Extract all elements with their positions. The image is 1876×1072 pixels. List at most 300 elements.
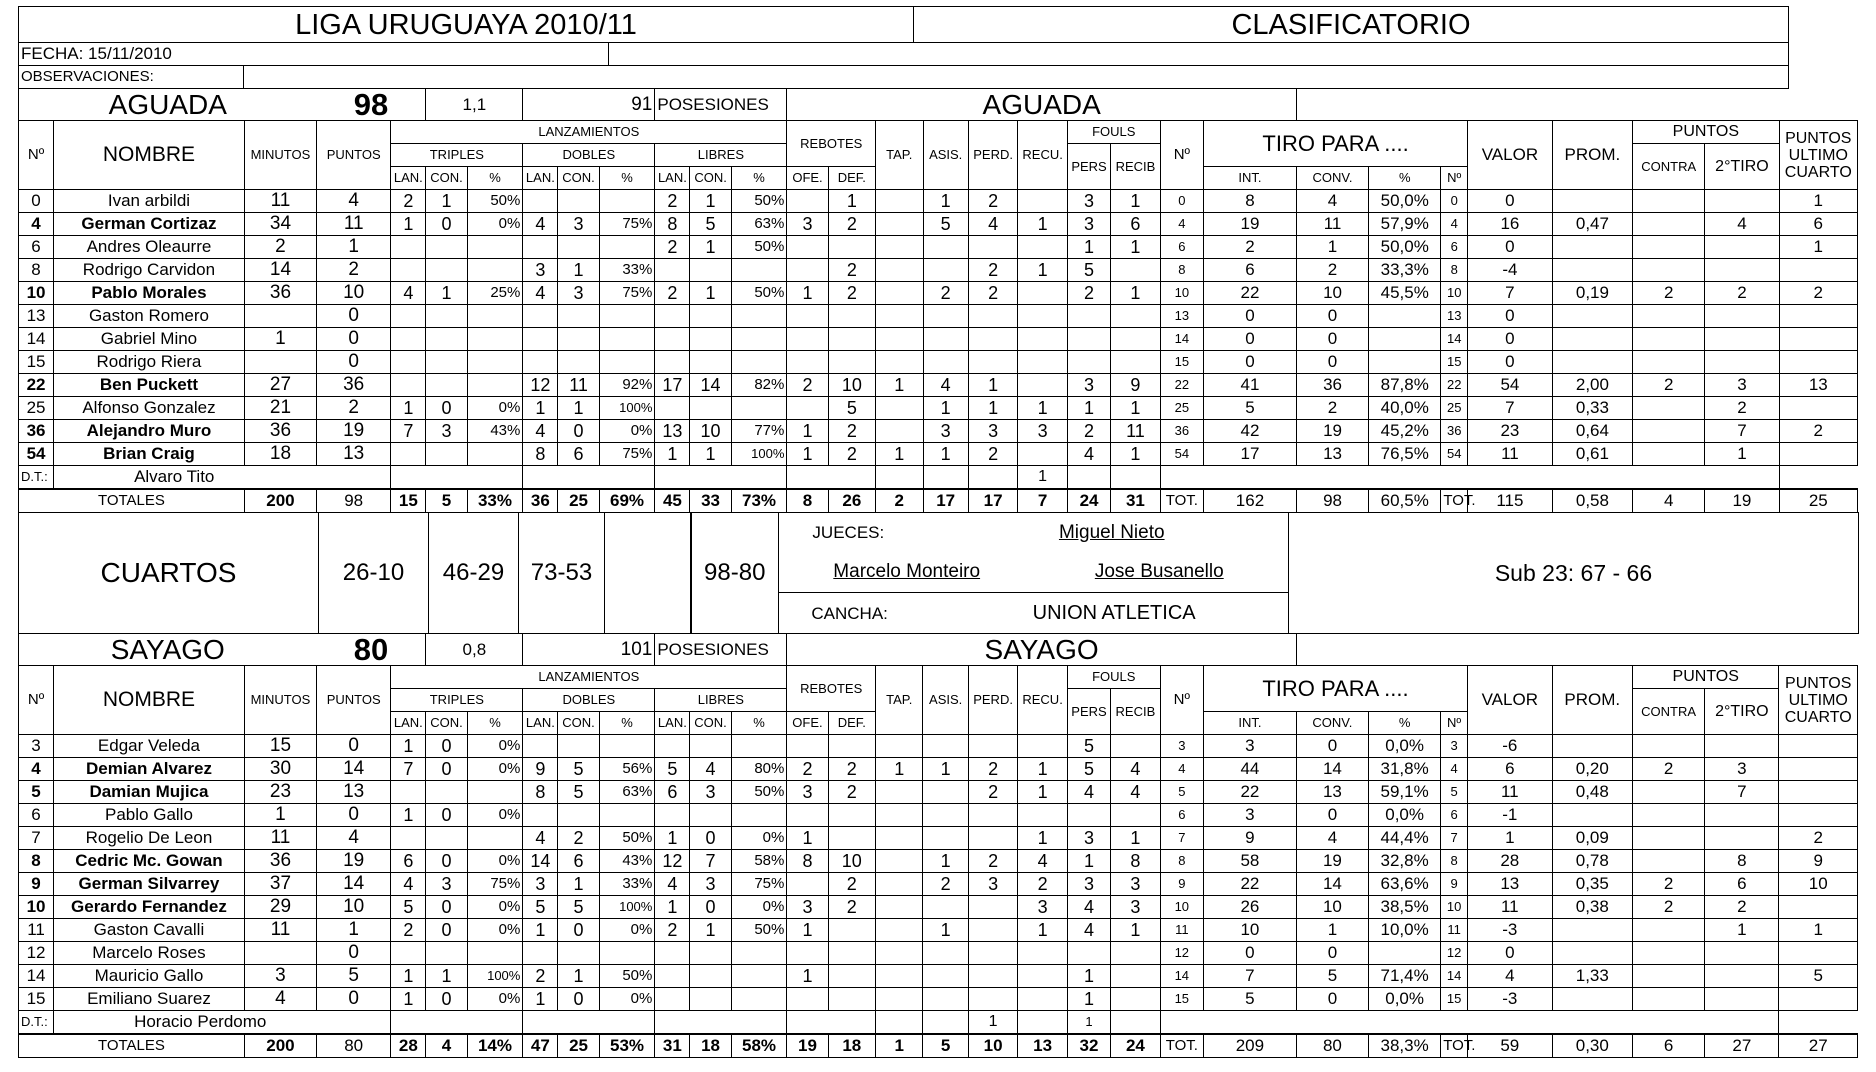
player-number-2: 9: [1160, 873, 1203, 896]
recu: [1018, 190, 1068, 213]
col-fouls: FOULS: [1067, 121, 1160, 144]
tap: [876, 850, 923, 873]
col-ultimo-cuarto: PUNTOS ULTIMO CUARTO: [1779, 121, 1857, 190]
player-row: [19, 328, 1858, 351]
tap: [876, 988, 923, 1011]
col-num-3: Nº: [1441, 712, 1468, 735]
tap: [876, 919, 923, 942]
col-con: CON.: [558, 712, 599, 735]
libres-lan: [655, 328, 690, 351]
reb-ofe: [787, 190, 828, 213]
tiro-pct: [1369, 328, 1441, 351]
total-ll: 45: [655, 489, 690, 513]
puntos-contra: [1633, 804, 1705, 827]
player-number-2: 13: [1160, 305, 1203, 328]
reb-ofe: 2: [787, 374, 828, 397]
total-ofe: 19: [787, 1034, 828, 1058]
team-ratio: 0,8: [426, 634, 523, 666]
puntos-contra: [1633, 328, 1705, 351]
total-pct: 38,3%: [1369, 1034, 1441, 1058]
triples-lan: [391, 781, 426, 804]
col-ofe: OFE.: [787, 712, 828, 735]
tiro-int: 22: [1203, 873, 1296, 896]
dobles-con: [558, 236, 599, 259]
dobles-pct: 33%: [599, 873, 655, 896]
libres-lan: [655, 351, 690, 374]
perd: [968, 988, 1018, 1011]
libres-con: 7: [690, 850, 731, 873]
coach-name: Horacio Perdomo: [54, 1011, 391, 1035]
tiro-int: 0: [1203, 942, 1296, 965]
dobles-pct: 0%: [599, 919, 655, 942]
libres-con: [690, 397, 731, 420]
prom: 0,09: [1552, 827, 1632, 850]
triples-con: [426, 259, 467, 282]
libres-lan: [655, 988, 690, 1011]
player-name: Marcelo Roses: [54, 942, 245, 965]
dobles-con: [558, 190, 599, 213]
player-row: [19, 850, 1858, 873]
libres-lan: 12: [655, 850, 690, 873]
total-pers: 32: [1067, 1034, 1110, 1058]
reb-def: 2: [828, 896, 875, 919]
libres-pct: [731, 259, 787, 282]
dobles-lan: [523, 735, 558, 758]
puntos-segundo-tiro: [1705, 804, 1779, 827]
col-pct: %: [599, 712, 655, 735]
col-pct: %: [599, 167, 655, 190]
fouls-pers: 4: [1067, 443, 1110, 466]
col-asis: ASIS.: [923, 121, 968, 190]
team-possessions: 101: [523, 634, 655, 666]
player-number-2: 4: [1160, 213, 1203, 236]
perd: 2: [968, 850, 1018, 873]
recu: [1018, 374, 1068, 397]
triples-lan: 5: [391, 896, 426, 919]
reb-ofe: [787, 873, 828, 896]
player-number-3: 10: [1441, 282, 1468, 305]
triples-con: [426, 374, 467, 397]
tiro-conv: 5: [1296, 965, 1368, 988]
player-name: Demian Alvarez: [54, 758, 245, 781]
fouls-pers: [1067, 804, 1110, 827]
coach-row: [19, 1011, 1858, 1035]
col-con: CON.: [426, 712, 467, 735]
reb-def: [828, 305, 875, 328]
team-score: 98: [317, 89, 426, 121]
col-puntos: PUNTOS: [1633, 666, 1779, 689]
dobles-lan: 4: [523, 827, 558, 850]
perd: [968, 965, 1018, 988]
coach-perd: [968, 466, 1018, 490]
total-prom: 0,30: [1552, 1034, 1632, 1058]
player-row: [19, 988, 1858, 1011]
triples-con: 0: [426, 213, 467, 236]
dobles-pct: [599, 804, 655, 827]
col-pct: %: [467, 712, 523, 735]
libres-pct: [731, 965, 787, 988]
player-row: [19, 804, 1858, 827]
triples-con: 3: [426, 420, 467, 443]
col-recu: RECU.: [1018, 666, 1068, 735]
coach-recu: 1: [1018, 466, 1068, 490]
tiro-int: 0: [1204, 305, 1297, 328]
player-points: 19: [317, 420, 391, 443]
total-dp: 53%: [599, 1034, 655, 1058]
col-def: DEF.: [828, 167, 875, 190]
fouls-pers: 1: [1067, 397, 1110, 420]
player-points: 4: [317, 190, 391, 213]
col-ofe: OFE.: [787, 167, 828, 190]
recu: 1: [1018, 397, 1068, 420]
perd: [968, 804, 1018, 827]
fouls-pers: 2: [1067, 420, 1110, 443]
col-rebotes: REBOTES: [787, 666, 876, 712]
total-minutes: 200: [244, 489, 316, 513]
tap: 1: [876, 443, 923, 466]
player-number-2: 0: [1160, 190, 1203, 213]
puntos-segundo-tiro: 7: [1705, 420, 1779, 443]
possessions-label: POSESIONES: [655, 634, 787, 666]
player-number: 8: [19, 259, 54, 282]
libres-con: [690, 305, 731, 328]
fouls-pers: 5: [1067, 259, 1110, 282]
player-number-3: 8: [1441, 259, 1468, 282]
player-row: [19, 282, 1858, 305]
fouls-pers: 4: [1067, 919, 1110, 942]
fouls-recib: [1111, 988, 1161, 1011]
col-dobles: DOBLES: [523, 689, 655, 712]
puntos-contra: [1633, 443, 1705, 466]
libres-con: 4: [690, 758, 731, 781]
perd: 2: [968, 781, 1018, 804]
dobles-lan: 1: [523, 397, 558, 420]
fouls-recib: [1111, 351, 1161, 374]
valor: -3: [1468, 988, 1553, 1011]
player-number-3: 6: [1441, 804, 1468, 827]
tiro-pct: 50,0%: [1369, 236, 1441, 259]
dobles-con: 6: [558, 443, 599, 466]
tiro-int: 0: [1204, 351, 1297, 374]
player-name: Gaston Cavalli: [54, 919, 245, 942]
tiro-conv: 2: [1296, 259, 1368, 282]
total-dc: 25: [558, 1034, 599, 1058]
fouls-pers: 3: [1067, 190, 1110, 213]
tap: [876, 305, 923, 328]
dobles-pct: 75%: [599, 443, 655, 466]
tiro-pct: 10,0%: [1369, 919, 1441, 942]
tiro-int: 5: [1203, 988, 1296, 1011]
reb-def: 10: [828, 850, 875, 873]
player-number-2: 8: [1160, 259, 1203, 282]
fouls-recib: 9: [1111, 374, 1161, 397]
ultimo-cuarto: [1779, 351, 1857, 374]
puntos-segundo-tiro: [1705, 735, 1779, 758]
dobles-pct: 33%: [599, 259, 655, 282]
libres-pct: 0%: [731, 827, 787, 850]
total-dl: 36: [523, 489, 558, 513]
valor: 6: [1468, 758, 1553, 781]
tiro-conv: 1: [1296, 236, 1368, 259]
col-num-2: Nº: [1160, 666, 1203, 735]
tiro-conv: 36: [1296, 374, 1368, 397]
libres-pct: 0%: [731, 896, 787, 919]
player-row: [19, 259, 1858, 282]
player-minutes: 36: [244, 420, 316, 443]
player-number-2: 6: [1160, 236, 1203, 259]
fouls-pers: [1067, 328, 1110, 351]
tiro-pct: 40,0%: [1369, 397, 1441, 420]
total-lc: 33: [690, 489, 731, 513]
recu: [1018, 988, 1068, 1011]
tap: 1: [876, 374, 923, 397]
fouls-recib: 1: [1111, 282, 1161, 305]
perd: [968, 827, 1018, 850]
fouls-recib: 3: [1111, 873, 1161, 896]
tot-label-2: TOT.: [1441, 1034, 1468, 1058]
player-number-2: 15: [1160, 351, 1203, 374]
recu: [1018, 735, 1068, 758]
reb-def: 2: [828, 420, 875, 443]
player-number: 5: [19, 781, 54, 804]
dobles-con: [558, 305, 599, 328]
ultimo-cuarto: 9: [1779, 850, 1858, 873]
libres-con: [690, 988, 731, 1011]
dobles-lan: [523, 236, 558, 259]
prom: 0,61: [1552, 443, 1632, 466]
player-name: Andres Oleaurre: [54, 236, 245, 259]
libres-con: [690, 735, 731, 758]
triples-lan: [391, 259, 426, 282]
fouls-pers: 4: [1067, 781, 1110, 804]
asis: 2: [923, 873, 968, 896]
fouls-recib: [1111, 965, 1161, 988]
col-conv: CONV.: [1296, 167, 1368, 190]
perd: 4: [968, 213, 1018, 236]
valor: 7: [1468, 397, 1553, 420]
ultimo-cuarto: [1779, 735, 1858, 758]
player-name: Alfonso Gonzalez: [54, 397, 245, 420]
dobles-pct: [599, 735, 655, 758]
asis: [923, 827, 968, 850]
player-minutes: 36: [244, 282, 316, 305]
triples-pct: 0%: [467, 850, 523, 873]
col-triples: TRIPLES: [391, 689, 523, 712]
player-number-3: 0: [1441, 190, 1468, 213]
triples-lan: 1: [391, 965, 426, 988]
prom: [1552, 259, 1632, 282]
fouls-recib: [1111, 305, 1161, 328]
reb-ofe: 3: [787, 781, 828, 804]
player-points: 0: [317, 804, 391, 827]
dobles-con: 3: [558, 213, 599, 236]
dobles-pct: [599, 351, 655, 374]
puntos-segundo-tiro: 7: [1705, 781, 1779, 804]
player-name: Alejandro Muro: [54, 420, 245, 443]
col-shots: LANZAMIENTOS: [391, 666, 787, 689]
libres-pct: [731, 328, 787, 351]
total-segundo-tiro: 19: [1705, 489, 1779, 513]
player-points: 0: [317, 328, 391, 351]
tap: [876, 804, 923, 827]
triples-lan: [391, 236, 426, 259]
dobles-con: [558, 735, 599, 758]
court-label: CANCHA:: [811, 603, 888, 623]
player-number-3: 13: [1441, 305, 1468, 328]
dobles-con: 5: [558, 758, 599, 781]
total-int: 209: [1203, 1034, 1296, 1058]
recu: [1018, 236, 1068, 259]
triples-pct: 0%: [467, 735, 523, 758]
ultimo-cuarto: 2: [1779, 420, 1857, 443]
prom: 2,00: [1552, 374, 1632, 397]
asis: 5: [923, 213, 968, 236]
player-row: [19, 213, 1858, 236]
libres-con: [690, 351, 731, 374]
tiro-pct: 57,9%: [1369, 213, 1441, 236]
recu: 3: [1018, 896, 1068, 919]
player-number-2: 6: [1160, 804, 1203, 827]
col-pct: %: [467, 167, 523, 190]
tiro-conv: 19: [1296, 420, 1368, 443]
asis: 1: [923, 397, 968, 420]
libres-pct: [731, 988, 787, 1011]
reb-ofe: [787, 397, 828, 420]
puntos-segundo-tiro: [1705, 190, 1779, 213]
player-name: Gabriel Mino: [54, 328, 245, 351]
asis: [923, 305, 968, 328]
total-lp: 73%: [731, 489, 787, 513]
perd: [968, 942, 1018, 965]
player-number-3: 25: [1441, 397, 1468, 420]
player-row: [19, 942, 1858, 965]
tiro-int: 9: [1203, 827, 1296, 850]
triples-lan: [391, 328, 426, 351]
player-points: 10: [317, 896, 391, 919]
player-minutes: 1: [244, 804, 316, 827]
valor: 54: [1468, 374, 1553, 397]
col-tiro-para: TIRO PARA ....: [1203, 666, 1467, 712]
col-segundo-tiro: 2°TIRO: [1705, 689, 1779, 735]
recu: 3: [1018, 420, 1068, 443]
col-lan: LAN.: [655, 712, 690, 735]
player-points: 14: [317, 873, 391, 896]
reb-def: [828, 965, 875, 988]
tiro-pct: [1369, 305, 1441, 328]
triples-pct: 75%: [467, 873, 523, 896]
tiro-conv: 13: [1296, 443, 1368, 466]
ultimo-cuarto: [1779, 305, 1857, 328]
team-block-sayago: [18, 633, 1858, 1058]
player-number: 12: [19, 942, 54, 965]
fouls-pers: [1067, 305, 1110, 328]
fouls-recib: 6: [1111, 213, 1161, 236]
reb-def: [828, 351, 875, 374]
coach-fouls: [1067, 466, 1110, 490]
asis: 3: [923, 420, 968, 443]
puntos-contra: [1633, 850, 1705, 873]
recu: [1018, 804, 1068, 827]
player-number: 7: [19, 827, 54, 850]
puntos-contra: [1633, 420, 1705, 443]
ultimo-cuarto: [1779, 259, 1857, 282]
prom: [1552, 236, 1632, 259]
libres-lan: [655, 735, 690, 758]
tiro-int: 44: [1203, 758, 1296, 781]
team-name-right: AGUADA: [787, 89, 1297, 121]
dt-label: D.T.:: [19, 1011, 54, 1035]
tiro-int: 0: [1204, 328, 1297, 351]
libres-pct: 80%: [731, 758, 787, 781]
player-points: 13: [317, 443, 391, 466]
tap: [876, 351, 923, 374]
tiro-pct: [1369, 942, 1441, 965]
libres-con: [690, 328, 731, 351]
player-row: [19, 781, 1858, 804]
tap: [876, 213, 923, 236]
col-points: PUNTOS: [317, 121, 391, 190]
total-lp: 58%: [731, 1034, 787, 1058]
col-num-3: Nº: [1441, 167, 1468, 190]
puntos-segundo-tiro: [1705, 988, 1779, 1011]
valor: 0: [1468, 328, 1553, 351]
dobles-lan: [523, 328, 558, 351]
player-number: 4: [19, 758, 54, 781]
reb-ofe: [787, 236, 828, 259]
tiro-conv: 0: [1296, 305, 1368, 328]
col-minutes: MINUTOS: [244, 666, 316, 735]
dobles-lan: 12: [523, 374, 558, 397]
player-number: 9: [19, 873, 54, 896]
ultimo-cuarto: [1779, 804, 1858, 827]
triples-pct: 100%: [467, 965, 523, 988]
tiro-pct: 44,4%: [1369, 827, 1441, 850]
league-title: LIGA URUGUAYA 2010/11: [19, 7, 914, 43]
dobles-con: [558, 942, 599, 965]
triples-pct: 0%: [467, 988, 523, 1011]
player-number-3: 12: [1441, 942, 1468, 965]
totals-label: TOTALES: [19, 1034, 245, 1058]
ultimo-cuarto: [1779, 781, 1858, 804]
triples-con: [426, 328, 467, 351]
ultimo-cuarto: [1779, 758, 1858, 781]
player-points: 10: [317, 282, 391, 305]
tiro-int: 41: [1204, 374, 1297, 397]
tiro-int: 58: [1203, 850, 1296, 873]
asis: 4: [923, 374, 968, 397]
tiro-conv: 0: [1296, 735, 1368, 758]
ultimo-cuarto: 6: [1779, 213, 1857, 236]
puntos-segundo-tiro: [1705, 305, 1779, 328]
dobles-lan: 8: [523, 781, 558, 804]
triples-pct: [467, 827, 523, 850]
dobles-lan: 2: [523, 965, 558, 988]
dobles-lan: 8: [523, 443, 558, 466]
col-tap: TAP.: [876, 666, 923, 735]
dobles-con: 1: [558, 873, 599, 896]
triples-pct: 0%: [467, 804, 523, 827]
asis: [923, 236, 968, 259]
libres-con: 3: [690, 873, 731, 896]
asis: 2: [923, 282, 968, 305]
player-number: 54: [19, 443, 54, 466]
triples-pct: 0%: [467, 758, 523, 781]
tap: [876, 397, 923, 420]
player-number-3: 4: [1441, 758, 1468, 781]
col-lan: LAN.: [523, 167, 558, 190]
triples-lan: [391, 305, 426, 328]
libres-pct: 50%: [731, 190, 787, 213]
